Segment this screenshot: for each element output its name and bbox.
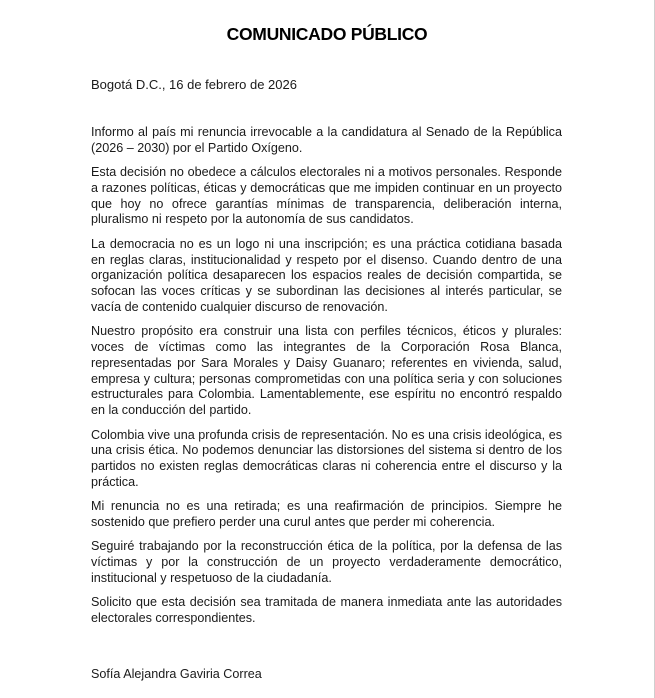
paragraph: Nuestro propósito era construir una lista con perfiles técnicos, éticos y plurales: voces de víctimas como las integrantes de la Corporación Rosa Blanca, representadas por Sara Morales y Daisy Guanaro; referentes en vivienda, salud, empresa y cultura; personas comprometidas con una política seria y con soluciones estructurales para Colombia. Lamentablemente, ese espíritu no encontró respaldo en la conducción del partido. xyxy=(91,324,562,418)
paragraph: La democracia no es un logo ni una inscripción; es una práctica cotidiana basada en reglas claras, institucionalidad y respeto por el disenso. Cuando dentro de una organización política desaparecen los espacios reales de decisión compartida, se sofocan las voces críticas y se subordinan las decisiones al interés particular, se vacía de contenido cualquier discurso de renovación. xyxy=(91,236,562,314)
document-title: COMUNICADO PÚBLICO xyxy=(226,24,428,44)
paragraph: Solicito que esta decisión sea tramitada de manera inmediata ante las autoridades electorales correspondientes. xyxy=(91,595,562,626)
paragraph: Informo al país mi renuncia irrevocable a la candidatura al Senado de la República (2026 – 2030) por el Partido Oxígeno. xyxy=(91,125,562,155)
paragraph: Seguiré trabajando por la reconstrucción ética de la política, por la defensa de las víctimas y por la construcción de un proyecto verdaderamente democrático, institucional y respetuoso de la ciudadanía. xyxy=(91,539,562,585)
paragraph: Colombia vive una profunda crisis de representación. No es una crisis ideológica, es una crisis ética. No podemos denunciar las distorsiones del sistema si dentro de los partidos no existen reglas democráticas claras ni coherencia entre el discurso y la práctica. xyxy=(91,427,562,489)
paragraph: Mi renuncia no es una retirada; es una reafirmación de principios. Siempre he sostenido que prefiero perder una curul antes que perder mi coherencia. xyxy=(91,499,562,530)
signature-name: Sofía Alejandra Gaviria Correa xyxy=(91,667,262,681)
document-body xyxy=(91,125,562,635)
paragraph: Esta decisión no obedece a cálculos electorales ni a motivos personales. Responde a razones políticas, éticas y democráticas que me impiden continuar en un proyecto que hoy no ofrece garantías mínimas de transparencia, deliberación interna, pluralismo ni respeto por la autonomía de sus candidatos. xyxy=(91,165,562,227)
date-line: Bogotá D.C., 16 de febrero de 2026 xyxy=(91,77,297,92)
